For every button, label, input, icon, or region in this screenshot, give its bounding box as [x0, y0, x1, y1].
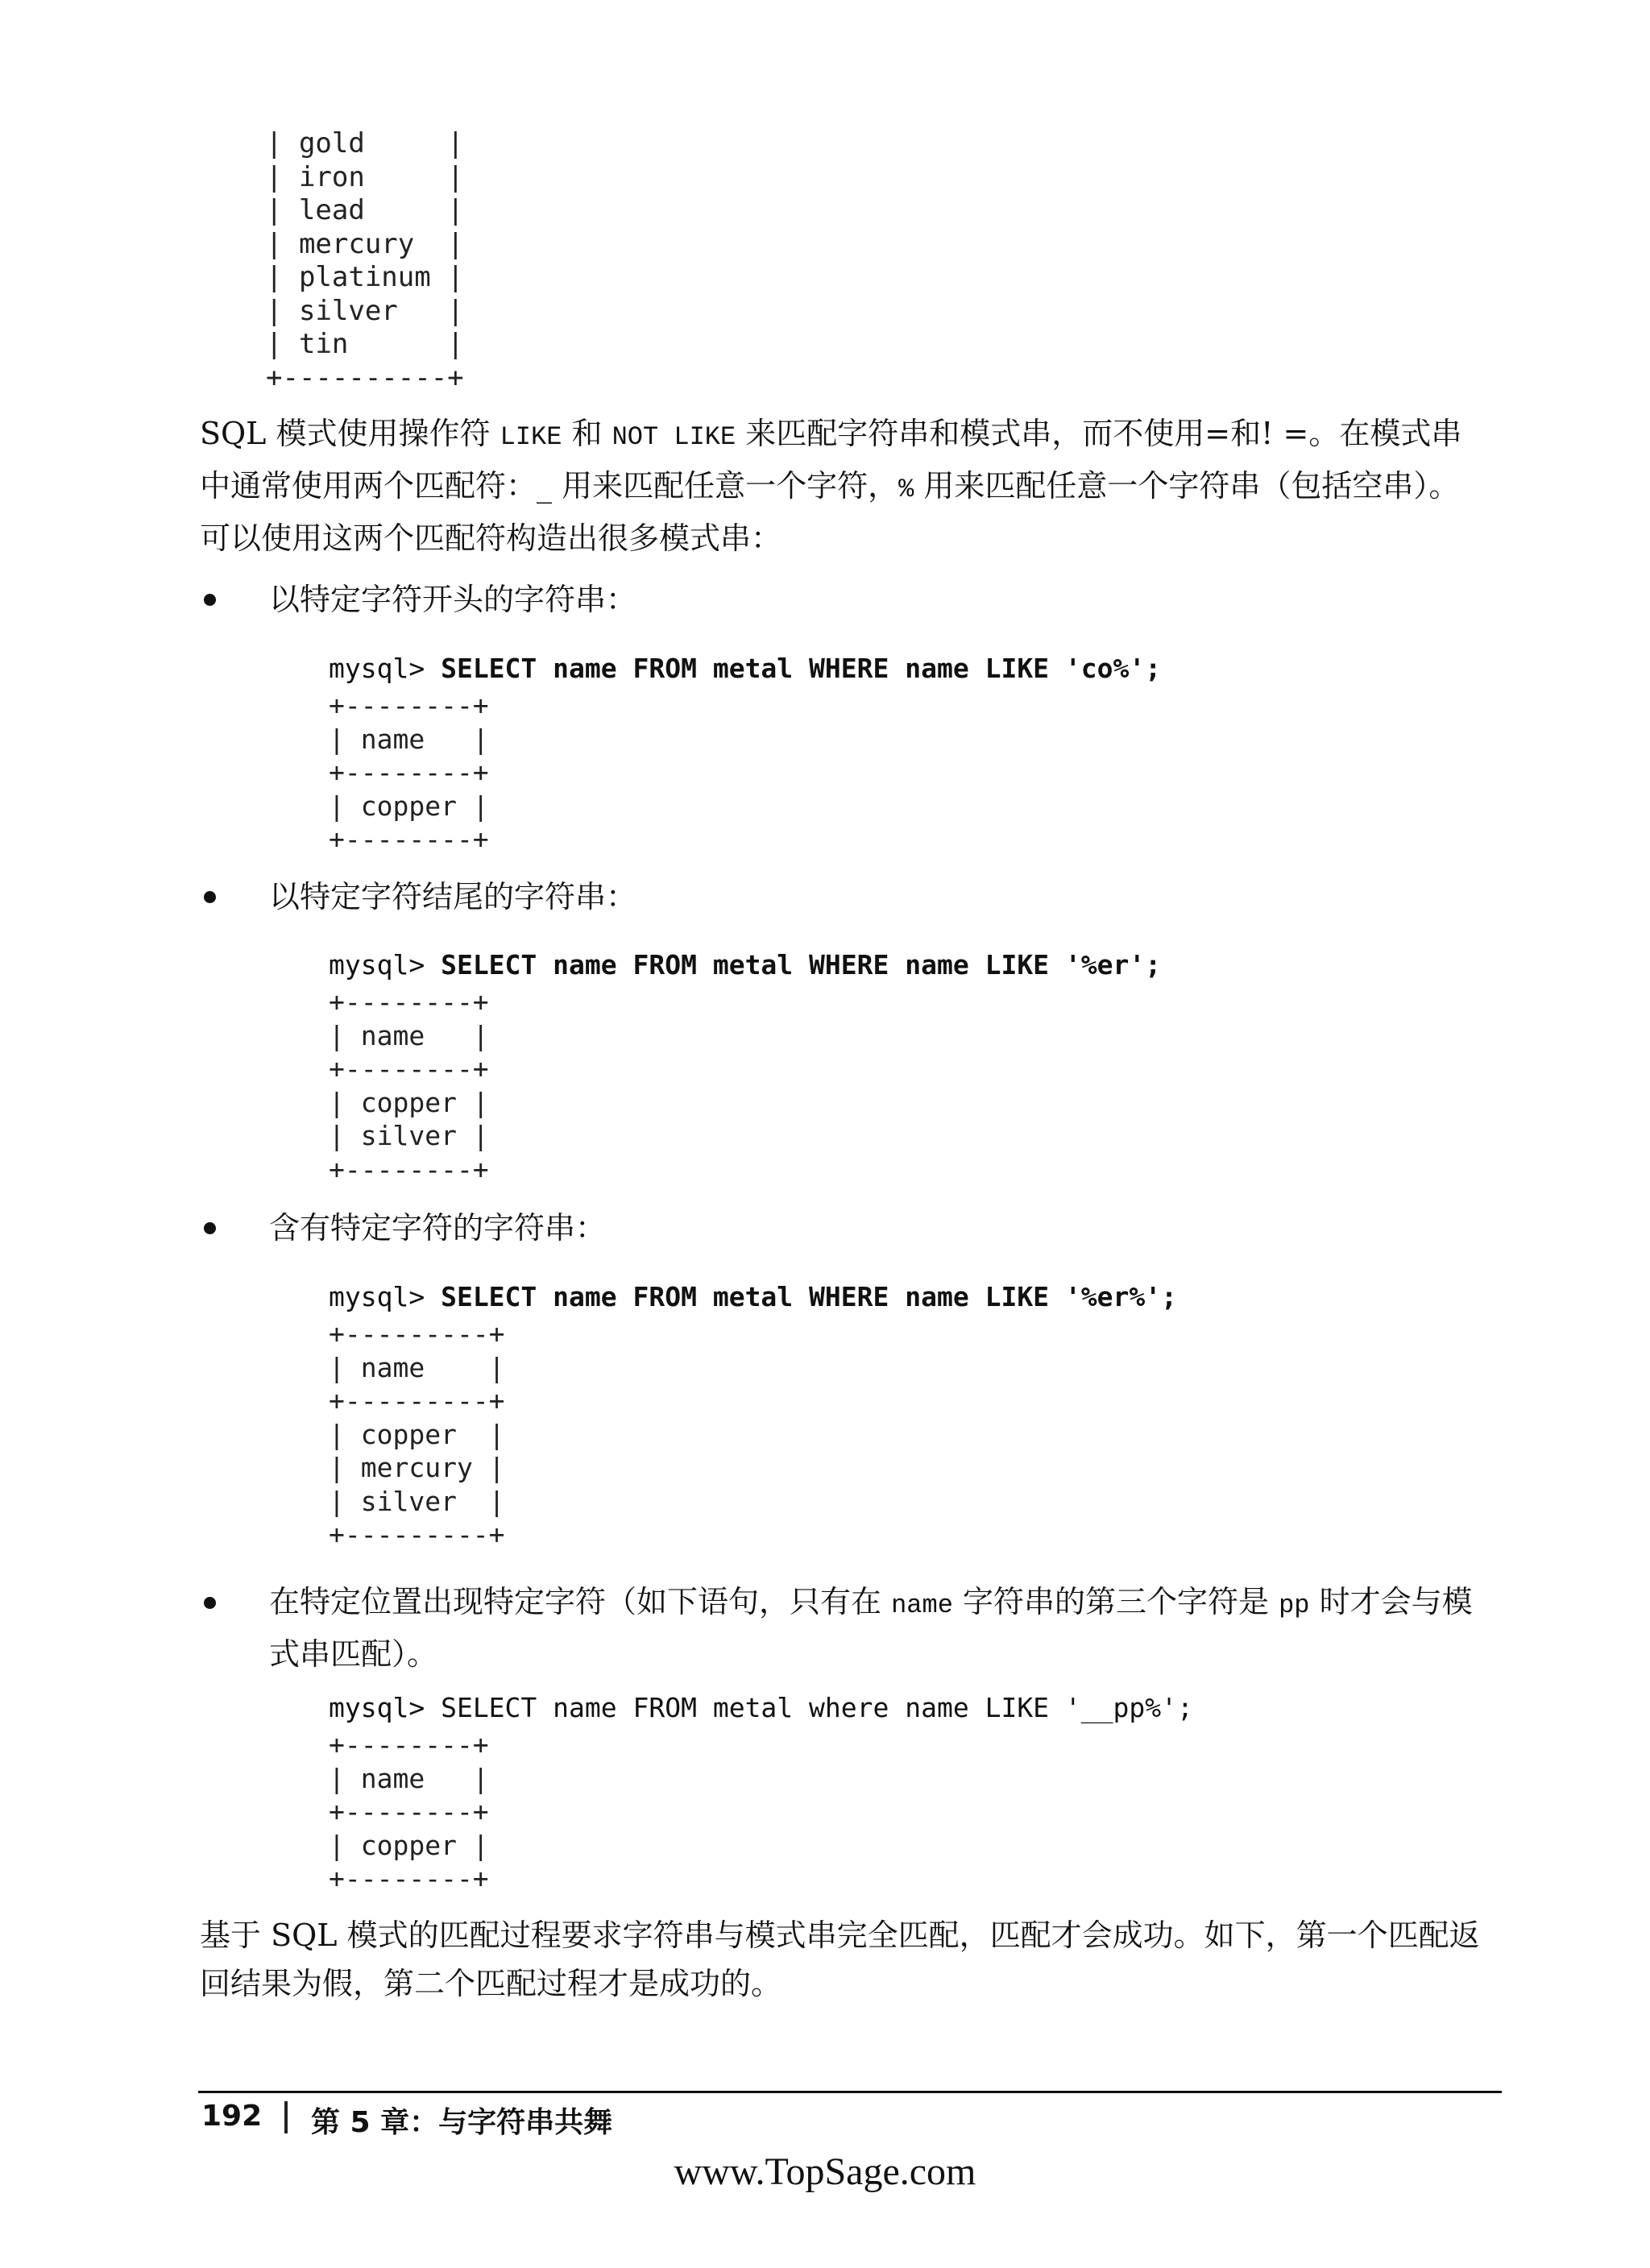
result-table: +--------+ | name | +--------+ | copper | | silver | +--------+: [329, 986, 489, 1185]
bullet-marker: [204, 891, 216, 903]
result-table: +--------+ | name | +--------+ | copper | +--------+: [329, 690, 489, 855]
sql-command: mysql> SELECT name FROM metal WHERE name LIKE '%er%';: [329, 1281, 1177, 1312]
bullet-position-match: 在特定位置出现特定字符（如下语句，只有在 name 字符串的第三个字符是 pp 时才会与模式串匹配）。: [269, 1584, 1473, 1672]
closing-paragraph: 基于 SQL 模式的匹配过程要求字符串与模式串完全匹配，匹配才会成功。如下，第一个匹配返回结果为假，第二个匹配过程才是成功的。: [200, 1918, 1480, 2001]
previous-result-table: | gold | | iron | | lead | | mercury | | platinum | | silver | | tin | +----------+: [266, 127, 464, 394]
footer-rule: [198, 2091, 1502, 2093]
example-starts-with: [329, 651, 1161, 856]
example-position-match: [329, 1690, 1193, 1896]
chapter-title: 第 5 章：与字符串共舞: [311, 2106, 613, 2139]
page-number: 192: [201, 2100, 263, 2133]
example-ends-with: [329, 947, 1161, 1186]
website-watermark: www.TopSage.com: [674, 2150, 976, 2193]
bullet-starts-with: 以特定字符开头的字符串：: [269, 582, 637, 617]
bullet-marker: [204, 1597, 216, 1609]
bullet-marker: [204, 594, 216, 606]
sql-command: mysql> SELECT name FROM metal WHERE name LIKE '%er';: [329, 949, 1162, 981]
result-table: +--------+ | name | +--------+ | copper | +--------+: [329, 1729, 489, 1894]
sql-command: mysql> SELECT name FROM metal where name LIKE '__pp%';: [329, 1692, 1193, 1723]
footer-separator: [284, 2101, 288, 2133]
example-contains: [329, 1279, 1177, 1552]
sql-command: mysql> SELECT name FROM metal WHERE name LIKE 'co%';: [329, 653, 1162, 684]
bullet-contains: 含有特定字符的字符串：: [269, 1210, 607, 1246]
bullet-ends-with: 以特定字符结尾的字符串：: [269, 879, 637, 914]
intro-paragraph: SQL 模式使用操作符 LIKE 和 NOT LIKE 来匹配字符串和模式串，而不使用=和! =。在模式串中通常使用两个匹配符：_ 用来匹配任意一个字符，% 用来匹配任意一个字符串（包括空串）。可以使用这两个匹配符构造出很多模式串：: [200, 416, 1462, 556]
result-table: +---------+ | name | +---------+ | copper | | mercury | | silver | +---------+: [329, 1318, 505, 1550]
bullet-marker: [204, 1222, 216, 1234]
